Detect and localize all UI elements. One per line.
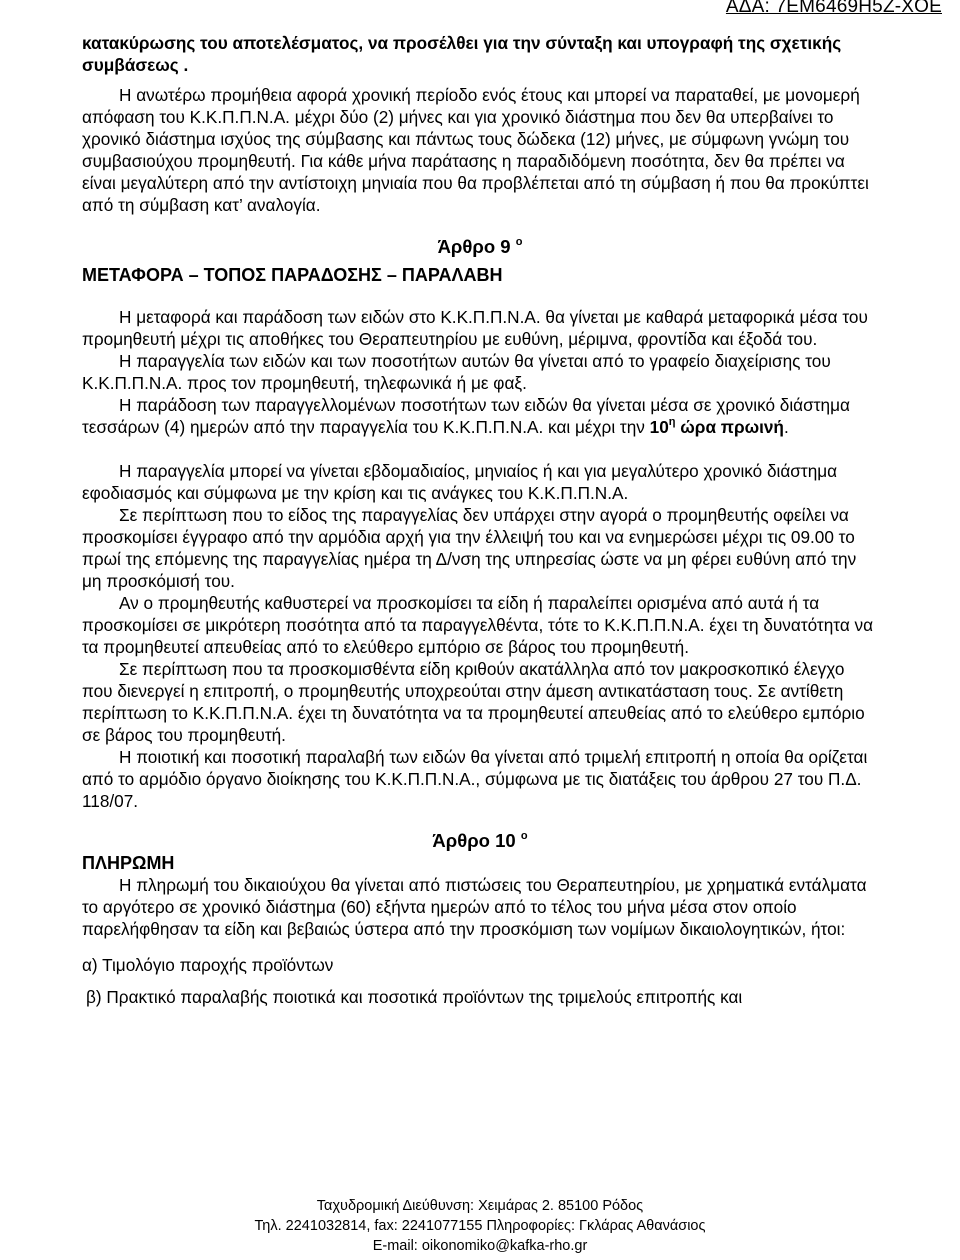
list-item: β) Πρακτικό παραλαβής ποιοτικά και ποσοτικά προϊόντων της τριμελούς επιτροπής και <box>86 987 743 1007</box>
paragraph-transport: Η μεταφορά και παράδοση των ειδών στο Κ.Κ.Π.Π.Ν.Α. θα γίνεται με καθαρά μεταφορικά μέσα του προμηθευτή μέχρι τις αποθήκες του Θεραπευτηρίου με ευθύνη, μέριμνα, φροντίδα και έξοδά του. <box>82 307 868 349</box>
paragraph-order: Η παραγγελία των ειδών και των ποσοτήτων αυτών θα γίνεται από το γραφείο διαχείρισης του Κ.Κ.Π.Π.Ν.Α. προς τον προμηθευτή, τηλεφωνικά ή με φαξ. <box>82 351 831 393</box>
document-body <box>82 32 878 1008</box>
paragraph-payment: Η πληρωμή του δικαιούχου θα γίνεται από πιστώσεις του Θεραπευτηρίου, με χρηματικά εντάλματα το αργότερο σε χρονικό διάστημα (60) εξήντα ημερών από το τέλος του μήνα μέσα στον οποίο παρελήφθησαν τα είδη και βεβαιώς ύστερα από την προσκόμιση των νομίμων δικαιολογητικών, ήτοι: <box>82 875 867 939</box>
footer-address: Ταχυδρομική Διεύθυνση: Χειμάρας 2. 85100 Ρόδος <box>316 1198 644 1214</box>
paragraph-receipt-committee: Η ποιοτική και ποσοτική παραλαβή των ειδών θα γίνεται από τριμελή επιτροπή η οποία θα ορίζεται από το αρμόδιο όργανο διοίκησης του Κ.Κ.Π.Π.Ν.Α., σύμφωνα με τις διατάξεις του άρθρου 27 του Π.Δ. 118/07. <box>82 747 868 811</box>
ada-code: ΑΔΑ: 7ΕΜ6469Η5Ζ-ΧΟΕ <box>725 0 942 17</box>
paragraph-order-frequency: Η παραγγελία μπορεί να γίνεται εβδομαδιαίος, μηνιαίος ή και για μεγαλύτερο χρονικό διάστημα εφοδιασμός και σύμφωνα με την κρίση και τις ανάγκες του Κ.Κ.Π.Π.Ν.Α. <box>82 461 838 503</box>
paragraph-late-delivery: Αν ο προμηθευτής καθυστερεί να προσκομίσει τα είδη ή παραλείπει ορισμένα από αυτά ή τα προσκομίσει σε μικρότερη ποσότητα από τα παραγγελθέντα, τότε το Κ.Κ.Π.Π.Ν.Α. έχει τη δυνατότητα να τα προμηθευτεί απευθείας από το ελεύθερο εμπόριο σε βάρος του προμηθευτή. <box>82 593 874 657</box>
paragraph-missing-item: Σε περίπτωση που το είδος της παραγγελίας δεν υπάρχει στην αγορά ο προμηθευτής οφείλει να προσκομίσει έγγραφο από την αρμόδια αρχή για την έλλειψή του και να ενημερώσει μέχρι τις 09.00 το πρωί της επόμενης της παραγγελίας ημέρα τη Δ/νση της υπηρεσίας ώστε να μη φέρει ευθύνη από την μη προσκόμισή του. <box>82 505 857 591</box>
paragraph-unsuitable-items: Σε περίπτωση που τα προσκομισθέντα είδη κριθούν ακατάλληλα από τον μακροσκοπικό έλεγχο που διενεργεί η επιτροπή, ο προμηθευτής υποχρεούται στην άμεση αντικατάσταση τους. Σε αντίθετη περίπτωση το Κ.Κ.Π.Π.Ν.Α. έχει τη δυνατότητα να τα προμηθευτεί απευθείας από το ελεύθερο εμπόριο σε βάρος του προμηθευτή. <box>82 659 865 745</box>
article-9-title: Άρθρο 9 $^o$ <box>437 236 523 257</box>
footer-email: E-mail: oikonomiko@kafka-rho.gr <box>372 1238 588 1254</box>
paragraph-award: κατακύρωσης του αποτελέσματος, να προσέλθει για την σύνταξη και υπογραφή της σχετικής συμβάσεως . <box>82 33 842 75</box>
paragraph-delivery: Η παράδοση των παραγγελλομένων ποσοτήτων των ειδών θα γίνεται μέσα σε χρονικό διάστημα τεσσάρων (4) ημερών από την παραγγελία του Κ.Κ.Π.Π.Ν.Α. και μέχρι την $10^\eta$ ώρα πρωινή. <box>82 395 850 437</box>
article-10-title: Άρθρο 10 $^o$ <box>432 830 528 851</box>
footer <box>0 1196 960 1256</box>
list-item: α) Τιμολόγιο παροχής προϊόντων <box>82 955 334 975</box>
article-9-heading: ΜΕΤΑΦΟΡΑ – ΤΟΠΟΣ ΠΑΡΑΔΟΣΗΣ – ΠΑΡΑΛΑΒΗ <box>82 265 503 285</box>
article-10-heading: ΠΛΗΡΩΜΗ <box>82 853 175 873</box>
footer-contact: Τηλ. 2241032814, fax: 2241077155 Πληροφορίες: Γκλάρας Αθανάσιος <box>254 1218 706 1234</box>
paragraph-duration: Η ανωτέρω προμήθεια αφορά χρονική περίοδο ενός έτους και μπορεί να παραταθεί, με μονομερή απόφαση του Κ.Κ.Π.Π.Ν.Α. μέχρι δύο (2) μήνες και για χρονικό διάστημα που δεν θα υπερβαίνει το χρονικό διάστημα ισχύος της σύμβασης και πάντως τους δώδεκα (12) μήνες, με σύμφωνη γνώμη του συμβασιούχου προμηθευτή. Για κάθε μήνα παράτασης η παραδιδόμενη ποσότητα, δεν θα πρέπει να είναι μεγαλύτερη από την αντίστοιχη μηνιαία που θα προβλέπεται από τη σύμβαση ή που θα προκύπτει από τη σύμβαση κατ’ αναλογία. <box>82 85 869 215</box>
